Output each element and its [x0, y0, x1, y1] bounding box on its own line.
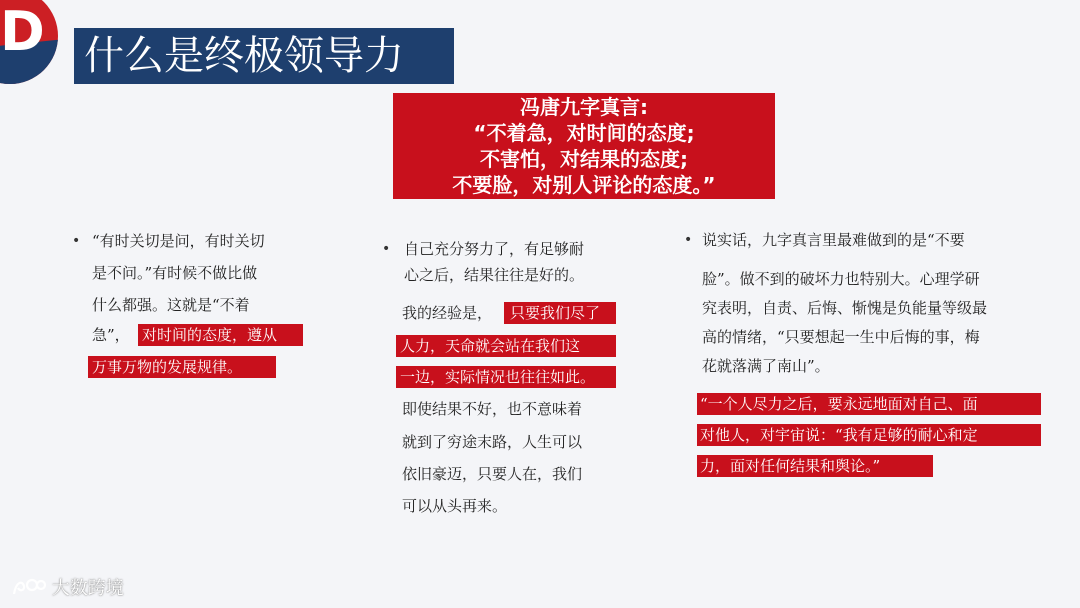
highlighted-text: 只要我们尽了: [510, 304, 601, 322]
watermark-text: 大数跨境: [51, 578, 124, 599]
logo-letter: D: [0, 0, 45, 63]
text-line: 是不问。”有时候不做比做: [92, 264, 258, 282]
text-line: “有时关切是问，有时关切: [92, 232, 265, 250]
highlighted-text: “一个人尽力之后，要永远地面对自己、面: [700, 395, 978, 413]
bullet-1: •: [72, 233, 81, 249]
text-line: 即使结果不好，也不意味着: [402, 400, 583, 418]
bullet-2: •: [382, 241, 391, 257]
highlighted-text: 对他人，对宇宙说：“我有足够的耐心和定: [700, 426, 978, 444]
text-line: 心之后，结果往往是好的。: [404, 266, 585, 284]
highlighted-text: 万事万物的发展规律。: [92, 358, 243, 376]
text-line: 高的情绪，“只要想起一生中后悔的事，梅: [702, 328, 980, 346]
text-line: 我的经验是，: [402, 304, 493, 322]
text-line: 依旧豪迈，只要人在，我们: [402, 465, 583, 483]
page-title: 什么是终极领导力: [74, 28, 454, 84]
bullet-3: •: [684, 232, 693, 248]
text-line: 脸”。做不到的破坏力也特别大。心理学研: [702, 270, 980, 288]
highlighted-text: 力，面对任何结果和舆论。”: [700, 457, 881, 475]
quote-line: 冯唐九字真言:: [520, 95, 648, 119]
text-line: 花就落满了南山”。: [702, 357, 830, 375]
text-line: 急”，: [92, 326, 130, 344]
watermark: [12, 574, 124, 600]
quote-line: “不着急，对时间的态度;: [473, 121, 695, 145]
quote-line: 不要脸，对别人评论的态度。”: [452, 173, 716, 197]
highlighted-text: 人力，天命就会站在我们这: [400, 337, 581, 355]
text-line: 可以从头再来。: [402, 497, 508, 515]
quote-line: 不害怕，对结果的态度;: [480, 147, 688, 171]
text-line: 说实话，九字真言里最难做到的是“不要: [702, 231, 965, 249]
highlighted-text: 一边，实际情况也往往如此。: [400, 368, 596, 386]
text-line: 究表明，自责、后悔、惭愧是负能量等级最: [702, 299, 988, 317]
text-line: 就到了穷途末路，人生可以: [402, 433, 583, 451]
quote-box: [393, 93, 775, 199]
text-line: 自己充分努力了，有足够耐: [404, 240, 585, 258]
text-line: 什么都强。这就是“不着: [92, 296, 250, 314]
watermark-logo-icon: [12, 576, 46, 598]
highlighted-text: 对时间的态度，遵从: [142, 326, 278, 344]
